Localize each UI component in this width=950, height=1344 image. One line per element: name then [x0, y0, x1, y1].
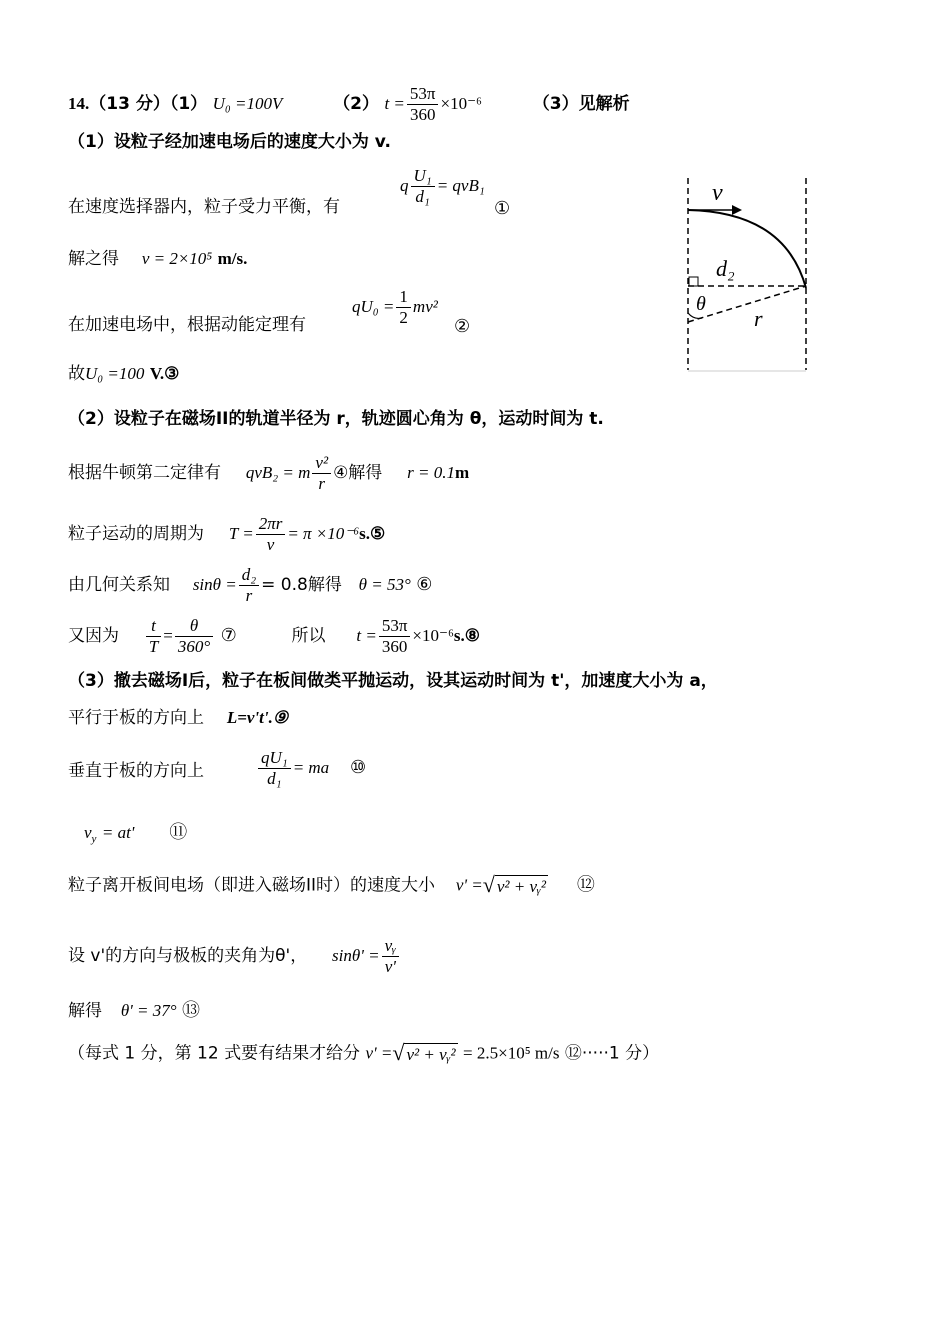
- newton-line: 根据牛顿第二定律有 qvB₂ = m $\frac{\text{v²}}{r}$ ④解得 r = 0.1m: [68, 453, 470, 493]
- trajectory-diagram: [680, 170, 830, 380]
- mark-2: ②: [454, 316, 471, 337]
- equation-2: qU₀ = $\frac{1}{2}$ mv²: [352, 287, 438, 327]
- answer-header: [68, 84, 630, 125]
- result-13-line: 解得 θ' = 37° ⑬: [68, 1000, 200, 1021]
- r-label: r: [754, 306, 763, 331]
- answer-2-t: t =: [384, 94, 405, 113]
- equation-10: $\frac{\text{qU₁}}{\text{d₁}}$ = ma ⑩: [256, 748, 366, 789]
- question-number: 14.: [68, 94, 90, 113]
- part3-intro: （3）撤去磁场I后，粒子在板间做类平抛运动，设其运动时间为 t'，加速度大小为 a，: [68, 671, 718, 691]
- part3-label: （3）见解析: [532, 94, 630, 114]
- answer-1: U₀ =100V: [212, 94, 283, 113]
- d2-label: d₂: [716, 256, 735, 281]
- equation-1: q $\frac{\text{U₁}}{\text{d₁}}$ = qvB₁: [400, 166, 485, 206]
- parallel-line: 平行于板的方向上 L=v't'.⑨: [68, 708, 289, 728]
- geometry-line: 由几何关系知 sinθ = $\frac{\text{d₂}}{r}$ = 0.8解得 θ = 53° ⑥: [68, 565, 433, 605]
- angle-line: 设 v'的方向与极板的夹角为θ'， sinθ' = $\frac{\text{vᵧ}}{v'}$: [68, 936, 401, 977]
- theta-label: θ: [696, 293, 706, 315]
- period-line: 粒子运动的周期为 T = $\frac{2\pi r}{v}$ = π ×10⁻⁶s.⑤: [68, 514, 386, 554]
- v-label: v: [712, 180, 723, 206]
- right-angle-mark: [689, 277, 698, 286]
- answer-2-tail: ×10⁻⁶: [440, 94, 482, 113]
- scoring-note: （每式 1 分，第 12 式要有结果才给分 v' =√ v² + vᵧ² = 2.5×10⁵ m/s ⑫·····1 分）: [68, 1040, 660, 1065]
- part1-label: （1）: [169, 94, 208, 114]
- points: （13 分）: [89, 94, 170, 114]
- part1-intro: （1）设粒子经加速电场后的速度大小为 v.: [68, 132, 391, 152]
- trajectory-arc: [688, 210, 806, 288]
- part2-intro: （2）设粒子在磁场II的轨道半径为 r，轨迹圆心角为 θ，运动时间为 t.: [68, 409, 604, 429]
- accel-line: 在加速电场中，根据动能定理有: [68, 315, 306, 335]
- selector-line: 在速度选择器内，粒子受力平衡，有: [68, 197, 340, 217]
- equation-11: $v_y = at'$ ⑪: [84, 822, 188, 845]
- mark-1: ①: [494, 198, 511, 219]
- velocity-arrowhead: [732, 205, 742, 215]
- v-result-line: 解之得 v = 2×10⁵ m/s.: [68, 249, 248, 269]
- answer-2-fraction: $\frac{53\pi}{360}$: [407, 84, 439, 125]
- part2-label: （2）: [333, 94, 380, 114]
- u0-result-line: 故U₀ =100 V.③: [68, 364, 180, 384]
- leave-line: 粒子离开板间电场（即进入磁场II时）的速度大小 v' =√ v² + vᵧ² ⑫: [68, 872, 595, 897]
- perp-line: 垂直于板的方向上: [68, 761, 204, 781]
- ratio-line: 又因为 $\frac{t}{T}$ = $\frac{\theta}{360^\circ}$ ⑦ 所以 t = $\frac{53\pi}{360}$ ×10⁻⁶s.⑧: [68, 616, 481, 656]
